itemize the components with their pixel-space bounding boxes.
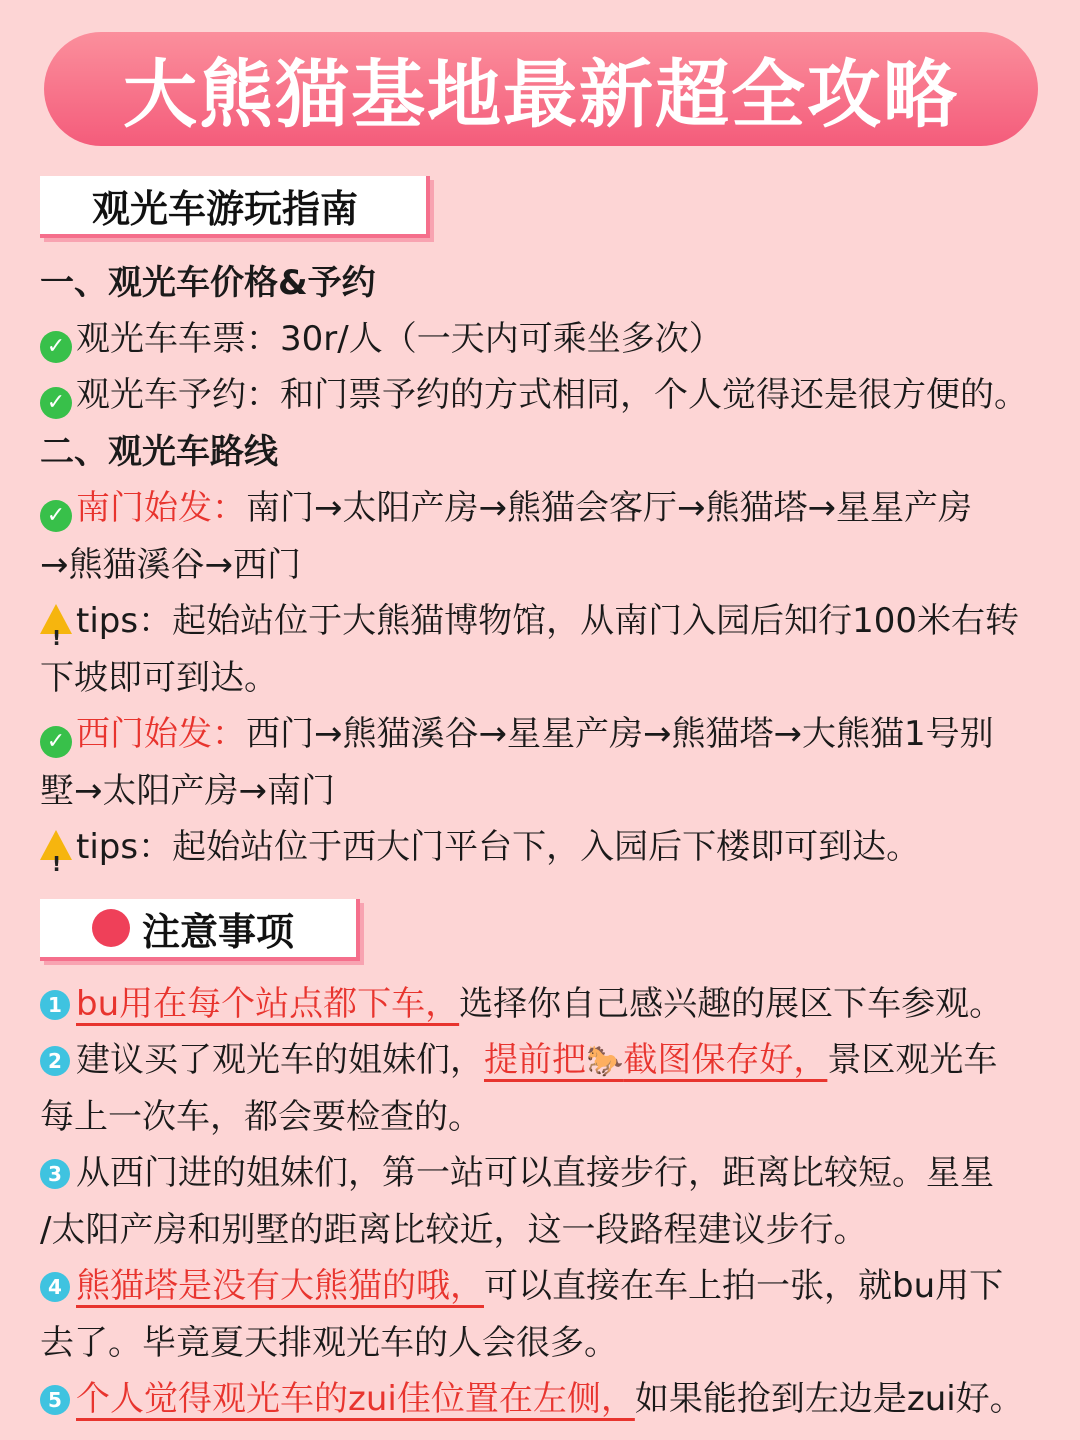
- note-2-text-a: 建议买了观光车的姐妹们，: [76, 1040, 484, 1080]
- heading-route: 二、观光车路线: [40, 432, 278, 472]
- south-route-line: [40, 480, 1066, 536]
- number-5-icon: 5: [40, 1385, 70, 1415]
- number-3-icon: 3: [40, 1159, 70, 1189]
- south-route: 南门→太阳产房→熊猫会客厅→熊猫塔→星星产房: [246, 488, 972, 528]
- note-3: [40, 1145, 1066, 1201]
- note-3-cont: /太阳产房和别墅的距离比较近，这一段路程建议步行。: [40, 1210, 868, 1250]
- west-route-cont: 墅→太阳产房→南门: [40, 771, 335, 811]
- note-2-highlight: [484, 1040, 827, 1080]
- reserve-text: 观光车予约：和门票予约的方式相同，个人觉得还是很方便的。: [76, 375, 1028, 415]
- reserve-line: [40, 367, 1066, 423]
- tip2-text: tips：起始站位于西大门平台下，入园后下楼即可到达。: [76, 827, 921, 867]
- note-5-highlight: 个人觉得观光车的zui佳位置在左侧，: [76, 1379, 635, 1419]
- section-tag-label: 观光车游玩指南: [92, 186, 359, 231]
- note-2-cont: 每上一次车，都会要检查的。: [40, 1097, 482, 1137]
- note-4-text: 可以直接在车上拍一张，就bu用下: [484, 1266, 1004, 1306]
- check-icon: ✓: [40, 726, 72, 758]
- tip1-cont: 下坡即可到达。: [40, 658, 278, 698]
- red-dot-icon: [92, 909, 130, 947]
- note-2-highlight-b: 截图保存好，: [623, 1040, 828, 1080]
- page-title: 大熊猫基地最新超全攻略: [123, 52, 959, 138]
- check-icon: ✓: [40, 500, 72, 532]
- heading-price: 一、观光车价格&予约: [40, 263, 376, 303]
- section-tag-label: 注意事项: [142, 909, 295, 954]
- note-1-highlight: bu用在每个站点都下车，: [76, 984, 460, 1024]
- note-4: [40, 1258, 1066, 1314]
- note-4-highlight: 熊猫塔是没有大熊猫的哦，: [76, 1266, 484, 1306]
- south-label: 南门始发：: [76, 488, 246, 528]
- check-icon: ✓: [40, 331, 72, 363]
- note-3-text: 从西门进的姐妹们，第一站可以直接步行，距离比较短。星星: [76, 1153, 994, 1193]
- note-2: [40, 1032, 1066, 1090]
- horse-emoji-icon: 🐎: [586, 1044, 624, 1079]
- ticket-text: 观光车车票：30r/人（一天内可乘坐多次）: [76, 319, 723, 359]
- west-route: 西门→熊猫溪谷→星星产房→熊猫塔→大熊猫1号别: [246, 714, 994, 754]
- note-1-text: 选择你自己感兴趣的展区下车参观。: [459, 984, 1004, 1024]
- warning-icon: [40, 604, 72, 634]
- number-4-icon: 4: [40, 1272, 70, 1302]
- note-5-text: 如果能抢到左边是zui好。: [634, 1379, 1024, 1419]
- tip1-line: [40, 593, 1066, 649]
- note-4-cont: 去了。毕竟夏天排观光车的人会很多。: [40, 1323, 618, 1363]
- tip1-text: tips：起始站位于大熊猫博物馆，从南门入园后知行100米右转: [76, 601, 1019, 641]
- warning-icon: [40, 830, 72, 860]
- section-tag-notes: [40, 899, 360, 961]
- section-tag-guide: [40, 176, 430, 238]
- tip2-line: [40, 819, 1066, 875]
- note-5: [40, 1371, 1066, 1427]
- note-2-text-b: 景区观光车: [827, 1040, 998, 1080]
- west-route-line: [40, 706, 1066, 762]
- note-2-highlight-a: 提前把: [484, 1040, 586, 1080]
- west-label: 西门始发：: [76, 714, 246, 754]
- title-banner: [44, 32, 1038, 146]
- number-1-icon: 1: [40, 990, 70, 1020]
- check-icon: ✓: [40, 387, 72, 419]
- south-route-cont: →熊猫溪谷→西门: [40, 545, 301, 585]
- number-2-icon: 2: [40, 1046, 70, 1076]
- note-1: [40, 976, 1066, 1032]
- ticket-line: [40, 311, 1066, 367]
